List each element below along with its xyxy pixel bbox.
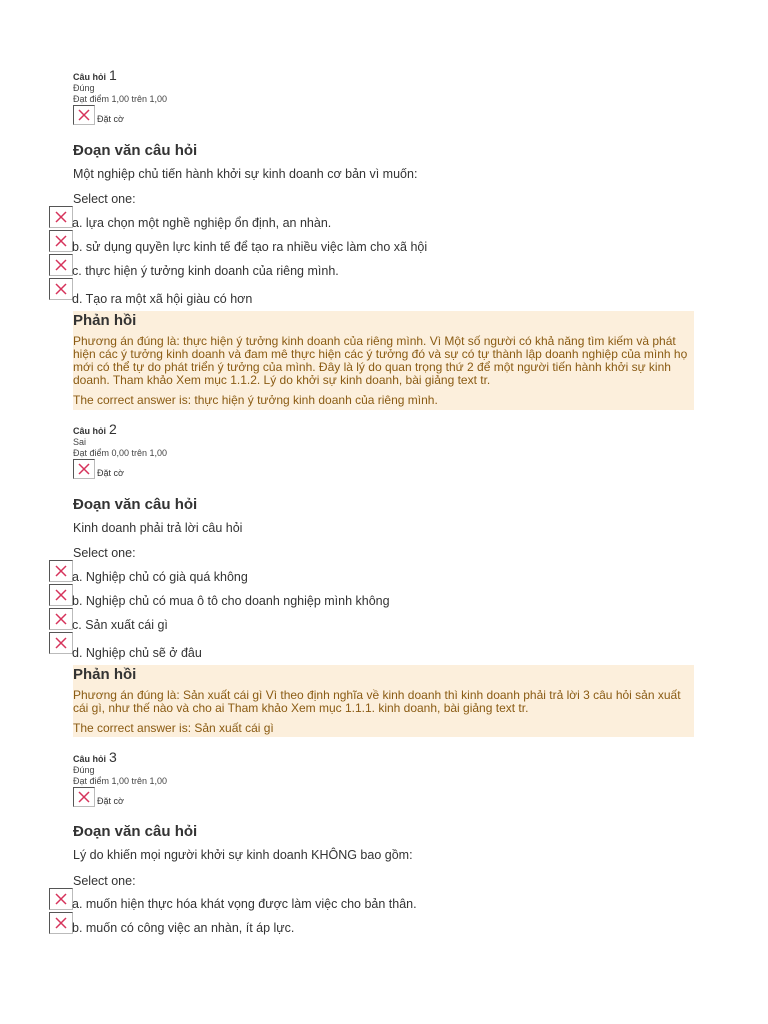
answer-option[interactable]: b. Nghiệp chủ có mua ô tô cho doanh nghiệp mình không <box>72 594 390 608</box>
question-info-3 <box>73 751 167 807</box>
question-state: Đúng <box>73 765 95 775</box>
x-icon[interactable] <box>49 608 73 630</box>
question-number: Câu hỏi 2 <box>73 421 117 437</box>
flag-question-toggle[interactable] <box>73 459 167 479</box>
select-one-label: Select one: <box>73 874 136 888</box>
question-grade: Đạt điểm 1,00 trên 1,00 <box>73 94 168 104</box>
x-icon[interactable] <box>49 632 73 654</box>
x-icon[interactable] <box>73 459 95 479</box>
question-text: Kinh doanh phải trả lời câu hỏi <box>73 521 243 535</box>
question-text: Lý do khiến mọi người khởi sự kinh doanh KHÔNG bao gồm: <box>73 848 413 862</box>
question-text-heading: Đoạn văn câu hỏi <box>73 823 198 840</box>
flag-label[interactable]: Đặt cờ <box>97 796 124 806</box>
question-info-2 <box>73 423 167 479</box>
answer-option[interactable]: c. thực hiện ý tưởng kinh doanh của riêng mình. <box>72 264 339 278</box>
answer-option[interactable]: a. lựa chọn một nghề nghiệp ổn định, an nhàn. <box>72 216 332 230</box>
flag-question-toggle[interactable] <box>73 787 167 807</box>
answer-option[interactable]: d. Nghiệp chủ sẽ ở đâu <box>72 646 202 660</box>
answer-option[interactable]: d. Tạo ra một xã hội giàu có hơn <box>72 292 253 306</box>
answer-option[interactable]: a. muốn hiện thực hóa khát vọng được làm việc cho bản thân. <box>72 897 417 911</box>
question-grade: Đạt điểm 0,00 trên 1,00 <box>73 448 168 458</box>
question-info-1 <box>73 69 167 125</box>
x-icon[interactable] <box>73 787 95 807</box>
x-icon[interactable] <box>49 912 73 934</box>
answer-option[interactable]: a. Nghiệp chủ có già quá không <box>72 570 248 584</box>
feedback-box <box>73 665 694 737</box>
x-icon[interactable] <box>49 254 73 276</box>
select-one-label: Select one: <box>73 546 136 560</box>
feedback-heading: Phản hồi <box>73 666 137 683</box>
answer-option[interactable]: c. Sản xuất cái gì <box>72 618 168 632</box>
question-number: Câu hỏi 3 <box>73 749 117 765</box>
x-icon[interactable] <box>49 888 73 910</box>
feedback-explanation: Phương án đúng là: Sản xuất cái gì Vì theo định nghĩa về kinh doanh thì kinh doanh phải trả lời 3 câu hỏi sản xuất cái gì, như thế nào và cho ai Tham khảo Xem mục 1.1.1. kinh doanh, bài giảng text tr. <box>73 688 681 715</box>
question-state: Sai <box>73 437 87 447</box>
question-text: Một nghiệp chủ tiến hành khởi sự kinh doanh cơ bản vì muốn: <box>73 167 418 181</box>
x-icon[interactable] <box>49 230 73 252</box>
x-icon[interactable] <box>73 105 95 125</box>
correct-answer: The correct answer is: Sản xuất cái gì <box>73 721 274 735</box>
feedback-box <box>73 311 694 410</box>
select-one-label: Select one: <box>73 192 136 206</box>
answer-option[interactable]: b. muốn có công việc an nhàn, ít áp lực. <box>72 921 295 935</box>
question-text-heading: Đoạn văn câu hỏi <box>73 142 198 159</box>
flag-question-toggle[interactable] <box>73 105 167 125</box>
correct-answer: The correct answer is: thực hiện ý tưởng kinh doanh của riêng mình. <box>73 393 438 407</box>
flag-label[interactable]: Đặt cờ <box>97 114 124 124</box>
x-icon[interactable] <box>49 560 73 582</box>
question-text-heading: Đoạn văn câu hỏi <box>73 496 198 513</box>
question-grade: Đạt điểm 1,00 trên 1,00 <box>73 776 168 786</box>
x-icon[interactable] <box>49 206 73 228</box>
question-state: Đúng <box>73 83 95 93</box>
feedback-explanation: Phương án đúng là: thực hiện ý tưởng kinh doanh của riêng mình. Vì Một số người có khả năng tìm kiếm và phát hiện các ý tưởng kinh doanh và đam mê thực hiện các ý tưởng đó và sự có tự thành lập doanh nghiệp của mình họ mới có thể tự do phát triển ý tưởng của mình. Đây là lý do quan trọng thứ 2 để một người tiến hành khởi sự kinh doanh. Tham khảo Xem mục 1.1.2. Lý do khởi sự kinh doanh, bài giảng text tr. <box>73 334 688 387</box>
x-icon[interactable] <box>49 278 73 300</box>
x-icon[interactable] <box>49 584 73 606</box>
answer-option[interactable]: b. sử dụng quyền lực kinh tế để tạo ra nhiều việc làm cho xã hội <box>72 240 428 254</box>
flag-label[interactable]: Đặt cờ <box>97 468 124 478</box>
feedback-heading: Phản hồi <box>73 312 137 329</box>
question-number: Câu hỏi 1 <box>73 67 117 83</box>
